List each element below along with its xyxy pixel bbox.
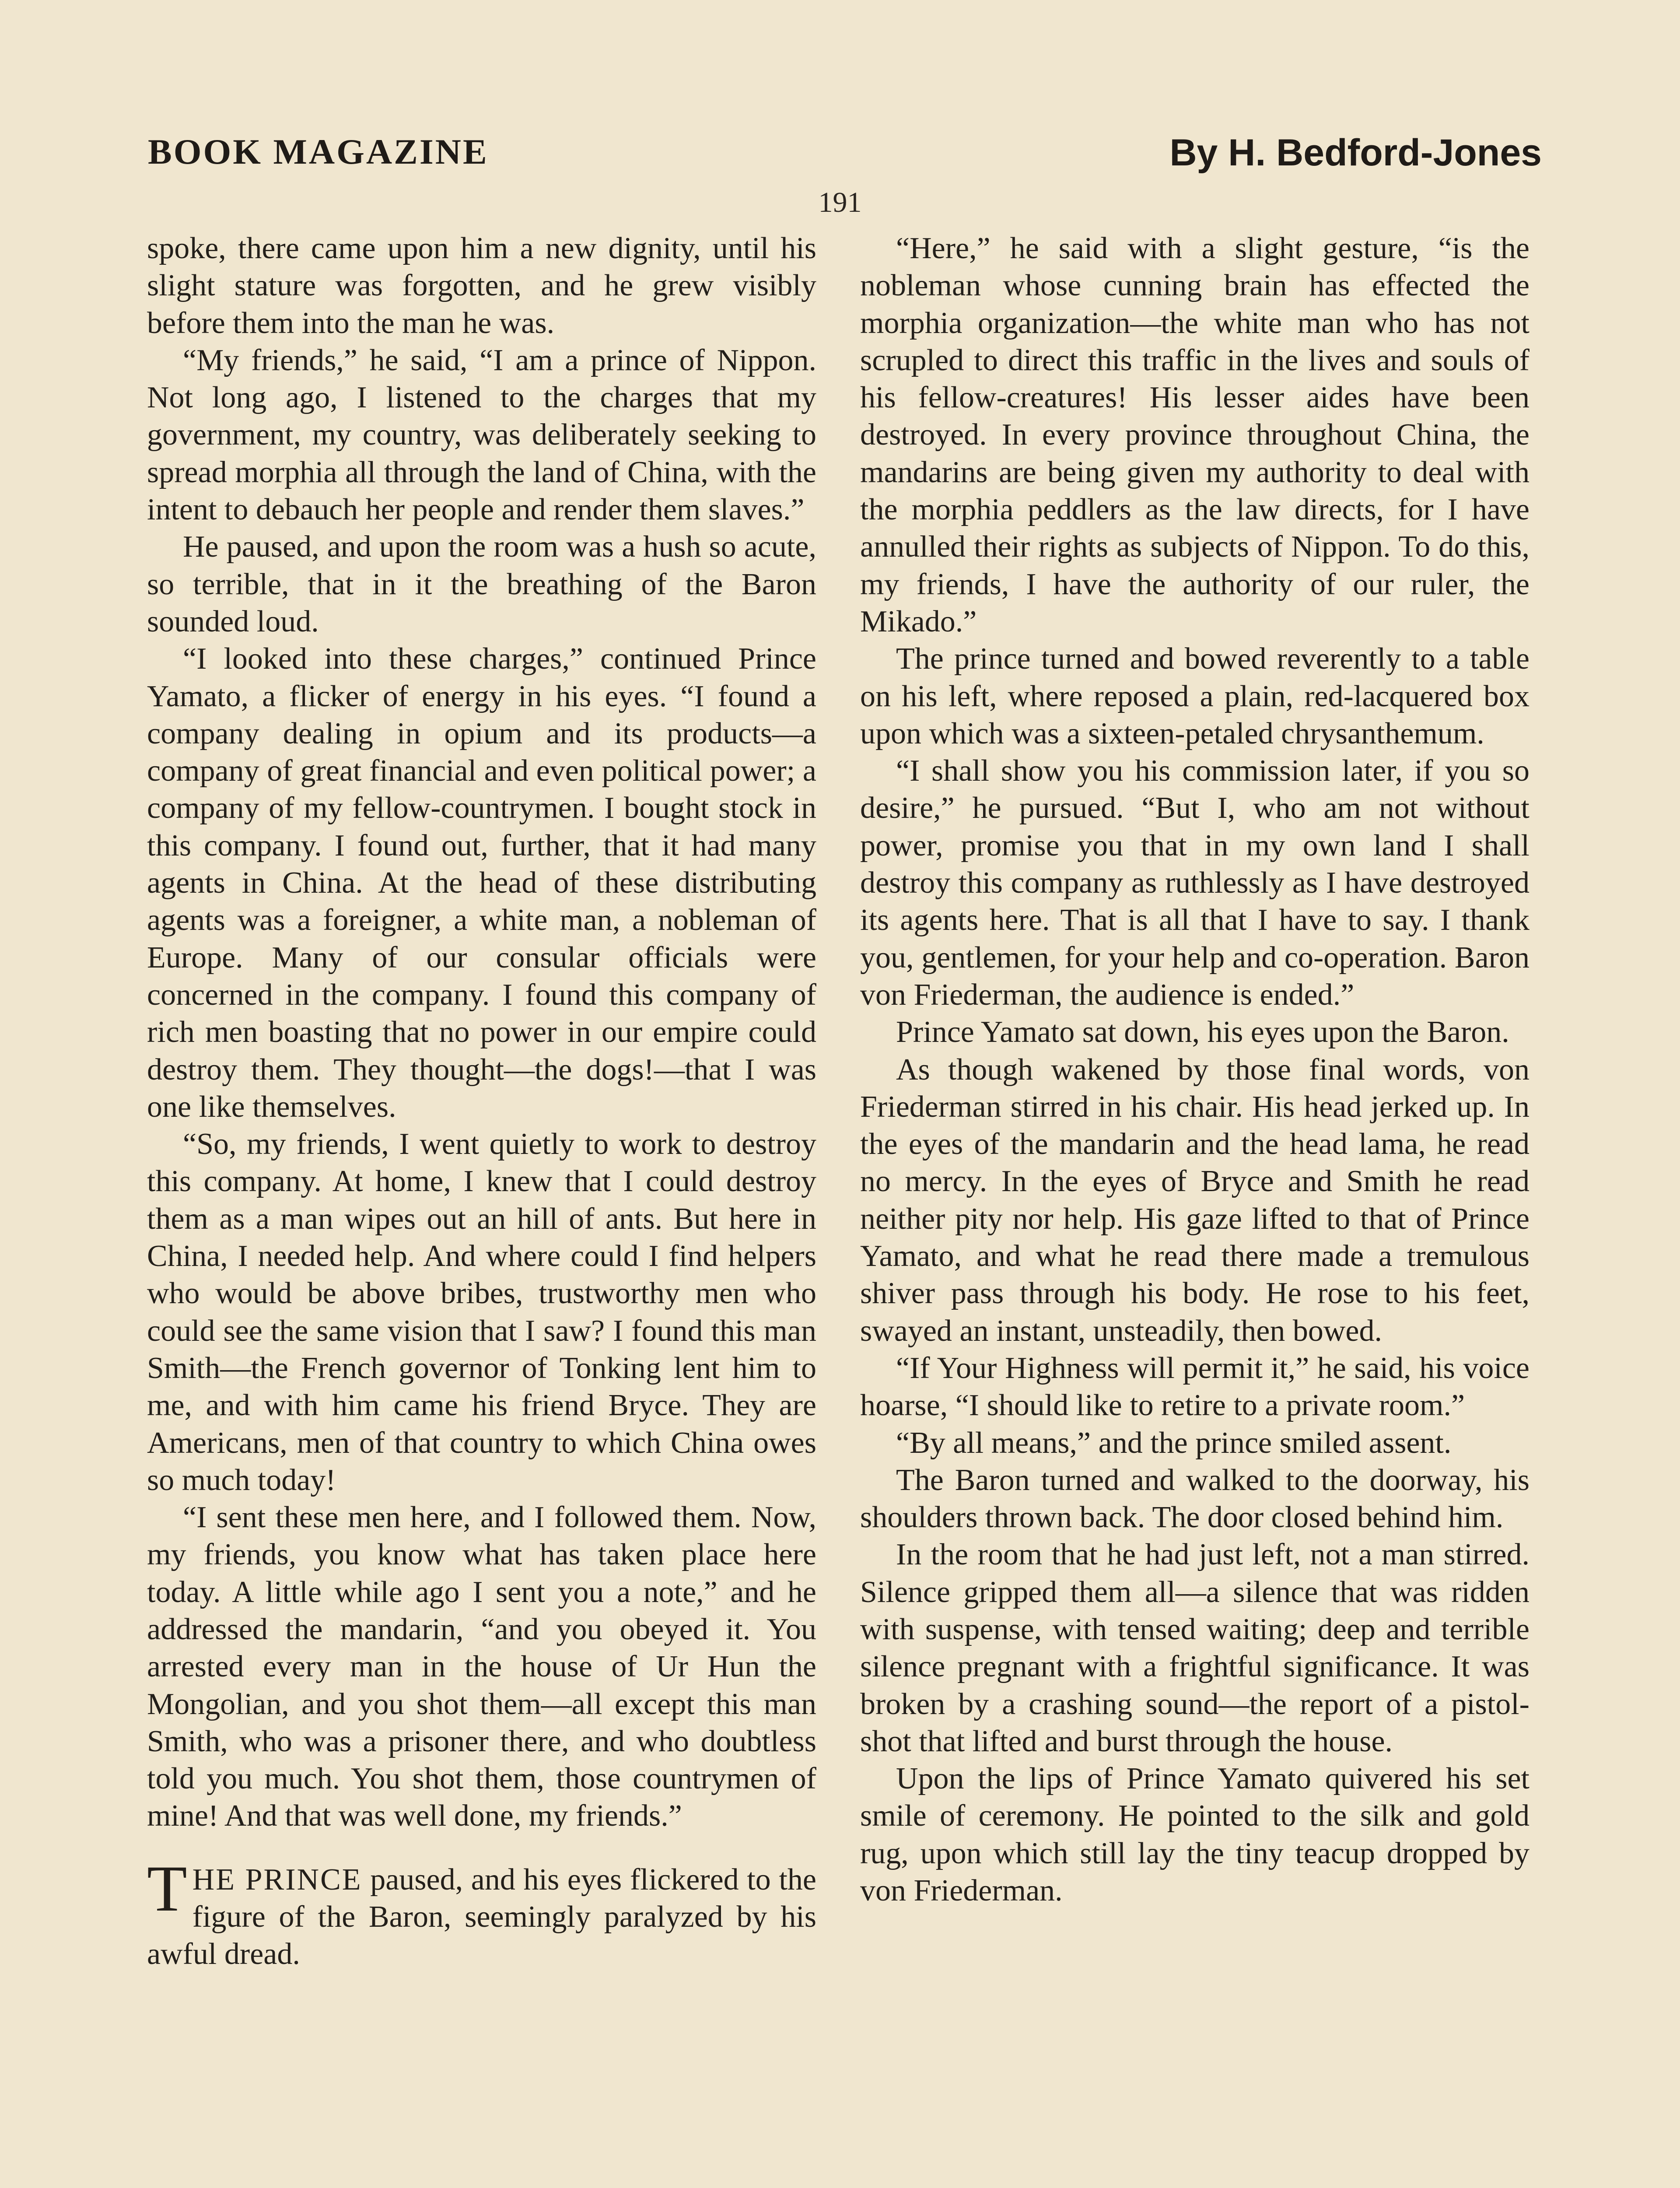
paragraph: “I sent these men here, and I followed them. Now, my friends, you know what has taken place here today. A little while ago I sent you a note,” and he addressed the mandarin, “and you obeyed it. You arrested every man in the house of Ur Hun the Mongolian, and you shot them—all except this man Smith, who was a prisoner there, and who doubtless told you much. You shot them, those countrymen of mine! And that was well done, my friends.” <box>147 1501 816 1833</box>
running-header-author: By H. Bedford-Jones <box>1169 132 1542 174</box>
paragraph: The prince turned and bowed reverently to a table on his left, where reposed a plain, red-lacquered box upon which was a sixteen-petaled chrysanthemum. <box>860 642 1530 750</box>
paragraph: He paused, and upon the room was a hush so acute, so terrible, that in it the breathing of the Baron sounded loud. <box>147 530 816 638</box>
paragraph: “So, my friends, I went quietly to work to destroy this company. At home, I knew that I could destroy them as a man wipes out an hill of ants. But here in China, I needed help. And where could I find helpers who would be above bribes, trustworthy men who could see the same vision that I saw? I found this man Smith—the French governor of Tonking lent him to me, and with him came his friend Bryce. They are Americans, men of that country to which China owes so much today! <box>147 1127 816 1497</box>
paragraph: “By all means,” and the prince smiled assent. <box>896 1426 1452 1460</box>
section-opening-paragraph <box>147 1852 816 1973</box>
text-column-right <box>860 230 1530 1909</box>
paragraph: “I looked into these charges,” continued Prince Yamato, a flicker of energy in his eyes. “I found a company dealing in opium and its products—a company of great financial and even political power; a company of my fellow-countrymen. I bought stock in this company. I found out, further, that it had many agents in China. At the head of these distributing agents was a foreigner, a white man, a nobleman of Europe. Many of our consular officials were concerned in the company. I found this company of rich men boasting that no power in our empire could destroy them. They thought—the dogs!—that I was one like themselves. <box>147 642 816 1124</box>
small-caps-lead: HE PRINCE <box>192 1862 362 1897</box>
paragraph-rest: paused, and his eyes flickered to the figure of the Baron, seemingly paralyzed by his awful dread. <box>147 1862 816 1971</box>
paragraph: Prince Yamato sat down, his eyes upon the Baron. <box>896 1015 1509 1049</box>
paragraph: As though wakened by those final words, von Friederman stirred in his chair. His head jerked up. In the eyes of the mandarin and the head lama, he read no mercy. In the eyes of Bryce and Smith he read neither pity nor help. His gaze lifted to that of Prince Yamato, and what he read there made a tremulous shiver pass through his body. He rose to his feet, swayed an instant, unsteadily, then bowed. <box>860 1052 1530 1348</box>
paragraph: spoke, there came upon him a new dignity, until his slight stature was forgotten, and he grew visibly before them into the man he was. <box>147 231 816 340</box>
running-header-title: BOOK MAGAZINE <box>148 132 489 172</box>
paragraph: “If Your Highness will permit it,” he said, his voice hoarse, “I should like to retire to a private room.” <box>860 1351 1530 1423</box>
paragraph: “Here,” he said with a slight gesture, “is the nobleman whose cunning brain has effected the morphia organization—the white man who has not scrupled to direct this traffic in the lives and souls of his fellow-creatures! His lesser aides have been destroyed. In every province throughout China, the mandarins are being given my authority to deal with the morphia peddlers as the law directs, for I have annulled their rights as subjects of Nippon. To do this, my friends, I have the authority of our ruler, the Mikado.” <box>860 231 1530 638</box>
paragraph: “My friends,” he said, “I am a prince of Nippon. Not long ago, I listened to the charges that my government, my country, was deliberately seeking to spread morphia all through the land of China, with the intent to debauch her people and render them slaves.” <box>147 343 816 527</box>
paragraph: “I shall show you his commission later, if you so desire,” he pursued. “But I, who am not without power, promise you that in my own land I shall destroy this company as ruthlessly as I have destroyed its agents here. That is all that I have to say. I thank you, gentlemen, for your help and co-operation. Baron von Friederman, the audience is ended.” <box>860 754 1530 1012</box>
paragraph: Upon the lips of Prince Yamato quivered his set smile of ceremony. He pointed to the silk and gold rug, upon which still lay the tiny teacup dropped by von Friederman. <box>860 1762 1530 1908</box>
page-number: 191 <box>818 186 862 218</box>
drop-cap: T <box>147 1852 187 1925</box>
paragraph: In the room that he had just left, not a man stirred. Silence gripped them all—a silence that was ridden with suspense, with tensed waiting; deep and terrible silence pregnant with a frightful significance. It was broken by a crashing sound—the report of a pistol-shot that lifted and burst through the house. <box>860 1538 1530 1758</box>
paragraph: The Baron turned and walked to the doorway, his shoulders thrown back. The door closed behind him. <box>860 1463 1530 1535</box>
text-column-left <box>147 230 816 1973</box>
